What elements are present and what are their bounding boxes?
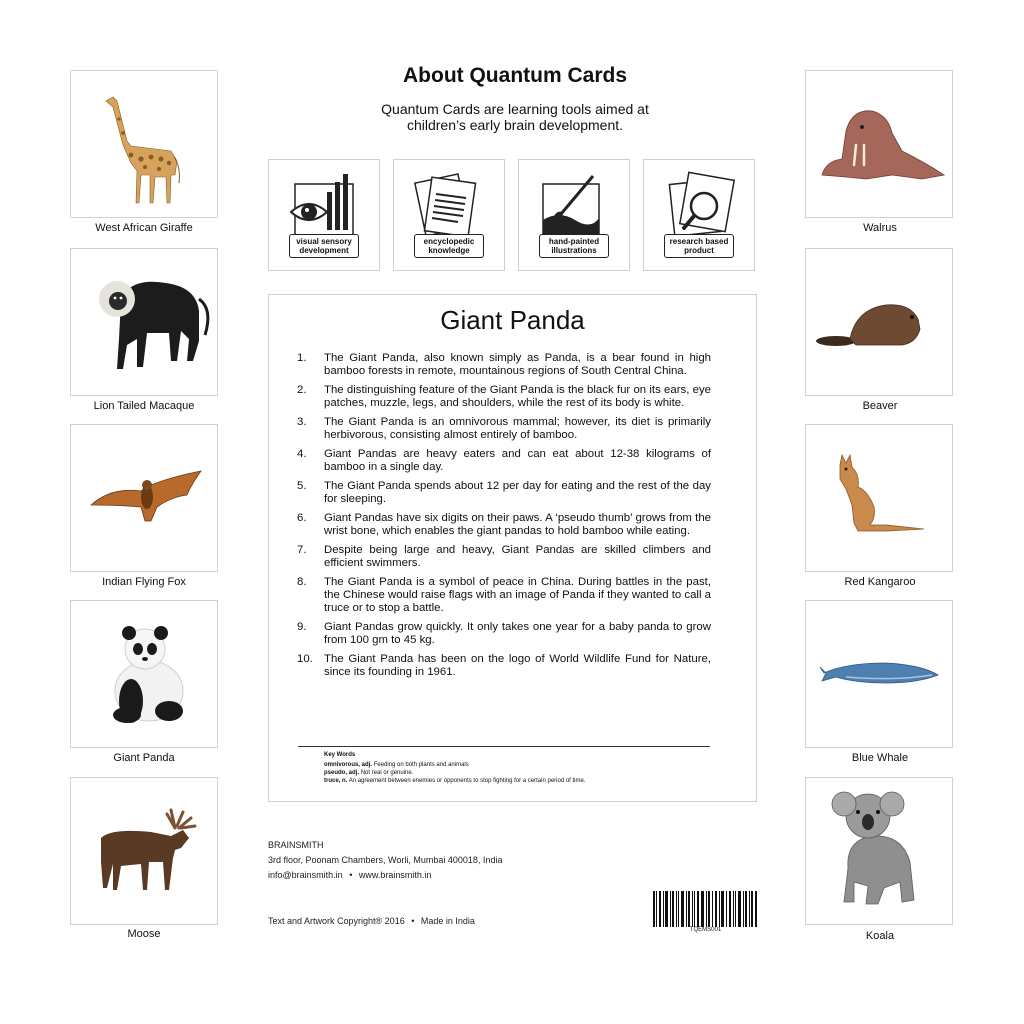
intro-text — [330, 101, 700, 133]
feature-label-research: research based product — [664, 234, 734, 258]
panda-card[interactable] — [70, 600, 218, 748]
copyright-text: Text and Artwork Copyright® 2016 — [268, 916, 405, 926]
key-word-entry: omnivorous, adj. Feeding on both plants and animals — [324, 762, 469, 768]
macaque-image — [71, 249, 217, 395]
feature-card-encyclopedic[interactable] — [393, 159, 505, 271]
beaver-image — [806, 249, 952, 395]
contact-line — [268, 870, 431, 880]
key-words-heading: Key Words — [324, 752, 356, 758]
blue-whale-card[interactable] — [805, 600, 953, 748]
feature-card-visual[interactable] — [268, 159, 380, 271]
website-link[interactable]: www.brainsmith.in — [358, 870, 432, 880]
flying-fox-image — [71, 425, 217, 571]
barcode-icon — [653, 891, 758, 927]
key-word-entry: truce, n. An agreement between enemies or opponents to stop fighting for a certain period of time. — [324, 778, 586, 784]
copyright-line — [268, 916, 475, 926]
feature-card-hand-painted[interactable] — [518, 159, 630, 271]
animal-caption-koala: Koala — [865, 930, 895, 942]
fact-item: 2. The distinguishing feature of the Giant Panda is the black fur on its ears, eye patches, muzzle, legs, and shoulders, while the rest of its body is white. — [297, 384, 711, 409]
fact-item: 10. The Giant Panda has been on the logo of World Wildlife Fund for Nature, since its founding in 1961. — [297, 653, 711, 678]
walrus-image — [806, 71, 952, 217]
feature-label-visual: visual sensory development — [289, 234, 359, 258]
blue-whale-image — [806, 601, 952, 747]
fact-item: 1. The Giant Panda, also known simply as Panda, is a bear found in high bamboo forests in remote, mountainous regions of South Central China. — [297, 352, 711, 377]
company-address: 3rd floor, Poonam Chambers, Worli, Mumbai 400018, India — [268, 855, 503, 865]
kangaroo-image — [806, 425, 952, 571]
koala-card[interactable] — [805, 777, 953, 925]
animal-caption-kangaroo: Red Kangaroo — [844, 576, 916, 588]
moose-card[interactable] — [70, 777, 218, 925]
key-word-entry: pseudo, adj. Not real or genuine. — [324, 770, 414, 776]
fact-item: 7. Despite being large and heavy, Giant Pandas are skilled climbers and efficient swimmers. — [297, 544, 711, 569]
feature-card-research[interactable] — [643, 159, 755, 271]
animal-caption-panda: Giant Panda — [113, 752, 175, 764]
feature-label-encyclopedic: encyclopedic knowledge — [414, 234, 484, 258]
giraffe-card[interactable] — [70, 70, 218, 218]
email-link[interactable]: info@brainsmith.in — [268, 870, 343, 880]
fact-item: 6. Giant Pandas have six digits on their paws. A ‘pseudo thumb’ grows from the wrist bone, which enables the giant pandas to hold bamboo while eating. — [297, 512, 711, 537]
separator: • — [349, 870, 353, 880]
koala-image — [806, 778, 952, 924]
animal-caption-moose: Moose — [127, 928, 161, 940]
kangaroo-card[interactable] — [805, 424, 953, 572]
animal-caption-flying-fox: Indian Flying Fox — [102, 576, 186, 588]
fact-item: 8. The Giant Panda is a symbol of peace in China. During battles in the past, the Chinese would raise flags with an image of Panda if they wanted to call a truce or to stop a battle. — [297, 576, 711, 614]
intro-line-1: Quantum Cards are learning tools aimed at — [381, 101, 649, 117]
fact-item: 4. Giant Pandas are heavy eaters and can eat about 12-38 kilograms of bamboo in a single day. — [297, 448, 711, 473]
panel-title: Giant Panda — [440, 305, 585, 335]
made-in-text: Made in India — [420, 916, 475, 926]
panda-image — [71, 601, 217, 747]
feature-label-hand-painted: hand-painted illustrations — [539, 234, 609, 258]
barcode-code: TQEMS001 — [689, 927, 722, 933]
animal-caption-macaque: Lion Tailed Macaque — [93, 400, 195, 412]
fact-item: 5. The Giant Panda spends about 12 per day for eating and the rest of the day for sleeping. — [297, 480, 711, 505]
facts-list — [297, 352, 711, 685]
info-panel — [268, 294, 757, 802]
fact-item: 3. The Giant Panda is an omnivorous mammal; however, its diet is primarily herbivorous, consisting almost entirely of bamboo. — [297, 416, 711, 441]
animal-caption-blue-whale: Blue Whale — [851, 752, 909, 764]
page-title: About Quantum Cards — [403, 64, 627, 87]
intro-line-2: children’s early brain development. — [406, 117, 624, 133]
beaver-card[interactable] — [805, 248, 953, 396]
key-words-divider — [298, 746, 710, 747]
moose-image — [71, 778, 217, 924]
separator: • — [411, 916, 415, 926]
animal-caption-giraffe: West African Giraffe — [95, 222, 193, 234]
fact-item: 9. Giant Pandas grow quickly. It only takes one year for a baby panda to grow from 100 gm to 45 kg. — [297, 621, 711, 646]
flying-fox-card[interactable] — [70, 424, 218, 572]
walrus-card[interactable] — [805, 70, 953, 218]
animal-caption-walrus: Walrus — [863, 222, 897, 234]
giraffe-image — [71, 71, 217, 217]
company-name: BRAINSMITH — [268, 840, 324, 850]
animal-caption-beaver: Beaver — [862, 400, 898, 412]
macaque-card[interactable] — [70, 248, 218, 396]
